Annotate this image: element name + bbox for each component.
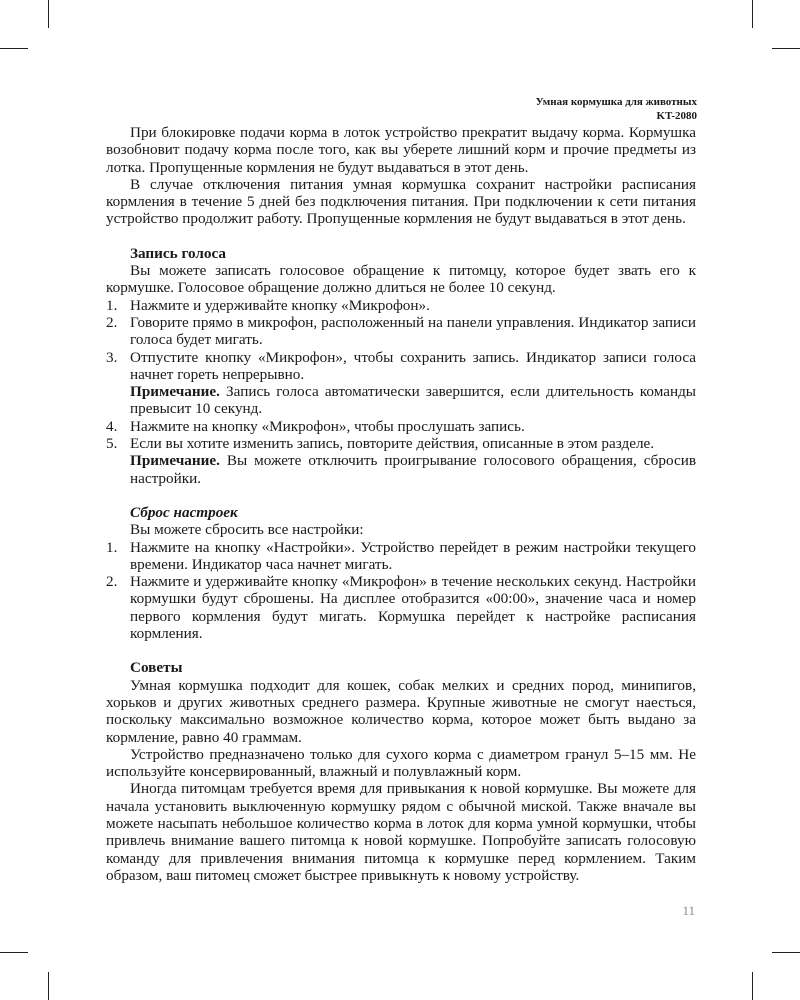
voice-intro: Вы можете записать голосовое обращение к питомцу, которое будет звать его к кормушке. Голосовое обращение должно длиться не более 10 секунд. xyxy=(106,262,696,297)
step-number: 1. xyxy=(106,538,118,556)
step-text: Нажмите на кнопку «Микрофон», чтобы прослушать запись. xyxy=(130,417,525,435)
step-number: 4. xyxy=(106,417,118,435)
list-item xyxy=(106,418,696,435)
page-number: 11 xyxy=(682,903,695,918)
list-item xyxy=(106,435,696,452)
step-text: Если вы хотите изменить запись, повторите действия, описанные в этом разделе. xyxy=(130,435,655,453)
list-item xyxy=(106,573,696,642)
crop-mark-bottom-left-h xyxy=(0,952,28,953)
header-model: KT-2080 xyxy=(656,110,697,122)
note-label: Примечание. xyxy=(130,383,220,401)
reset-steps xyxy=(106,539,696,643)
voice-steps xyxy=(106,297,696,383)
tips-heading: Советы xyxy=(130,659,183,677)
crop-mark-top-right-v xyxy=(752,0,753,28)
tips-paragraph-3: Иногда питомцам требуется время для привыкания к новой кормушке. Вы можете для начала установить выключенную кормушку рядом с обычной миской. Также вначале вы можете насыпать небольшое количество корма в лоток для корма умной кормушки, чтобы привлечь внимание вашего питомца к новой кормушке. Попробуйте записать голосовую команду для привлечения внимания питомца к кормушке перед кормлением. Таким образом, ваш питомец сможет быстрее привыкнуть к новому устройству. xyxy=(106,780,696,884)
crop-mark-bottom-right-v xyxy=(752,972,753,1000)
page-content xyxy=(106,124,696,884)
tips-paragraph-2: Устройство предназначено только для сухого корма с диаметром гранул 5–15 мм. Не используйте консервированный, влажный и полувлажный корм. xyxy=(106,745,696,781)
step-number: 5. xyxy=(106,435,118,453)
voice-steps-continued xyxy=(106,418,696,453)
step-number: 3. xyxy=(106,348,118,366)
step-text: Нажмите и удерживайте кнопку «Микрофон» в течение нескольких секунд. Настройки кормушки будут сброшены. На дисплее отобразится «00:00», значение часа и номер первого кормления будут мигать. Кормушка перейдет к настройке расписания кормления. xyxy=(130,573,696,643)
step-text: Нажмите и удерживайте кнопку «Микрофон». xyxy=(130,296,430,314)
step-text: Отпустите кнопку «Микрофон», чтобы сохранить запись. Индикатор записи голоса начнет гореть непрерывно. xyxy=(130,348,696,383)
step-text: Нажмите на кнопку «Настройки». Устройство перейдет в режим настройки текущего времени. Индикатор часа начнет мигать. xyxy=(130,538,696,573)
note-label: Примечание. xyxy=(130,452,220,470)
crop-mark-bottom-right-h xyxy=(772,952,800,953)
voice-note-2 xyxy=(106,452,696,487)
list-item xyxy=(106,297,696,314)
reset-intro: Вы можете сбросить все настройки: xyxy=(130,521,364,539)
step-number: 1. xyxy=(106,296,118,314)
note-text: Вы можете отключить проигрывание голосового обращения, сбросив настройки. xyxy=(130,452,696,487)
crop-mark-top-left-h xyxy=(0,48,28,49)
voice-note-1 xyxy=(106,383,696,418)
crop-mark-top-right-h xyxy=(772,48,800,49)
list-item xyxy=(106,314,696,349)
crop-mark-top-left-v xyxy=(48,0,49,28)
crop-mark-bottom-left-v xyxy=(48,972,49,1000)
note-text: Запись голоса автоматически завершится, если длительность команды превысит 10 секунд. xyxy=(130,383,697,418)
header-title: Умная кормушка для животных xyxy=(535,96,697,108)
step-number: 2. xyxy=(106,313,118,331)
intro-paragraph-2: В случае отключения питания умная кормушка сохранит настройки расписания кормления в течение 5 дней без подключения питания. При подключении к сети питания устройство продолжит работу. Пропущенные кормления не будут выдаваться в этот день. xyxy=(106,175,696,228)
step-number: 2. xyxy=(106,573,118,591)
tips-paragraph-1: Умная кормушка подходит для кошек, собак мелких и средних пород, минипигов, хорьков и других животных среднего размера. Крупные животные не смогут наесться, поскольку максимально возможное количество корма, которое может быть выдано за кормление, равно 40 граммам. xyxy=(106,676,696,746)
list-item xyxy=(106,539,696,574)
list-item xyxy=(106,349,696,384)
intro-paragraph-1: При блокировке подачи корма в лоток устройство прекратит выдачу корма. Кормушка возобновит подачу корма после того, как вы уберете лишний корм и прочие предметы из лотка. Пропущенные кормления не будут выдаваться в этот день. xyxy=(106,124,696,176)
running-header xyxy=(536,95,697,123)
voice-heading: Запись голоса xyxy=(130,244,227,262)
reset-heading: Сброс настроек xyxy=(130,503,238,521)
step-text: Говорите прямо в микрофон, расположенный на панели управления. Индикатор записи голоса будет мигать. xyxy=(130,313,696,349)
